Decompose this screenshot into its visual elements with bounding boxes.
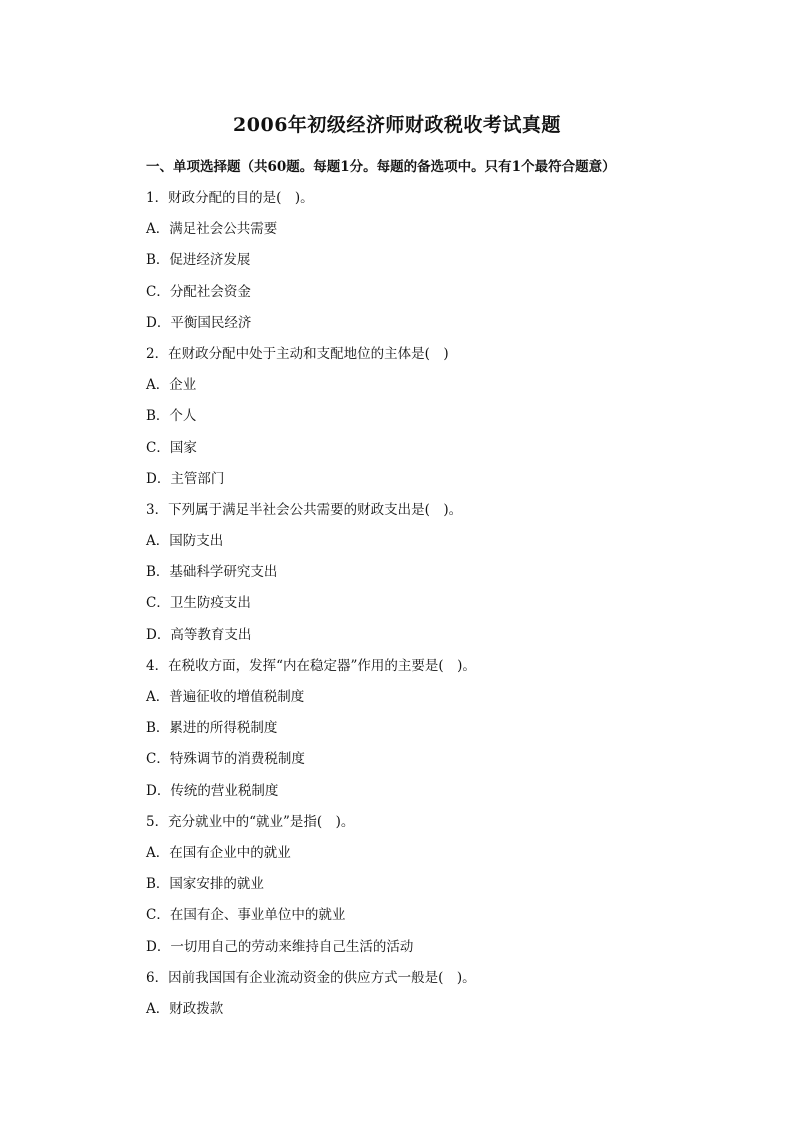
question-text: 3．下列属于满足半社会公共需要的财政支出是( )。: [146, 501, 463, 518]
answer-option: C．国家: [146, 439, 197, 456]
question-text: 5．充分就业中的“就业”是指( )。: [146, 813, 355, 830]
question-list: [146, 188, 746, 1030]
answer-option: C．在国有企、事业单位中的就业: [146, 907, 346, 924]
answer-option: D．平衡国民经济: [146, 314, 252, 331]
document-title: 2006年初级经济师财政税收考试真题: [233, 114, 561, 136]
answer-option: B．国家安排的就业: [146, 876, 264, 893]
question-text: 6．因前我国国有企业流动资金的供应方式一般是( )。: [146, 969, 476, 986]
answer-option: C．分配社会资金: [146, 283, 251, 300]
answer-option: B．促进经济发展: [146, 252, 251, 269]
question-text: 2．在财政分配中处于主动和支配地位的主体是( ): [146, 345, 449, 362]
answer-option: A．满足社会公共需要: [146, 221, 278, 238]
answer-option: B．累进的所得税制度: [146, 720, 278, 737]
answer-option: D．高等教育支出: [146, 626, 252, 643]
answer-option: C．特殊调节的消费税制度: [146, 751, 305, 768]
answer-option: A．普遍征收的增值税制度: [146, 689, 305, 705]
answer-option: A．企业: [146, 377, 197, 394]
section-heading: 一、单项选择题（共60题。每题1分。每题的备选项中。只有1个最符合题意）: [146, 159, 616, 175]
question-text: 4．在税收方面，发挥“内在稳定器”作用的主要是( )。: [146, 657, 476, 674]
answer-option: A．在国有企业中的就业: [146, 844, 291, 861]
answer-option: D．一切用自己的劳动来维持自己生活的活动: [146, 938, 414, 955]
answer-option: A．财政拨款: [146, 1000, 224, 1017]
question-text: 1．财政分配的目的是( )。: [146, 190, 314, 206]
answer-option: B．基础科学研究支出: [146, 564, 278, 581]
answer-option: D．主管部门: [146, 470, 225, 487]
answer-option: C．卫生防疫支出: [146, 595, 251, 612]
answer-option: A．国防支出: [146, 533, 224, 550]
answer-option: B．个人: [146, 408, 197, 425]
answer-option: D．传统的营业税制度: [146, 782, 279, 799]
